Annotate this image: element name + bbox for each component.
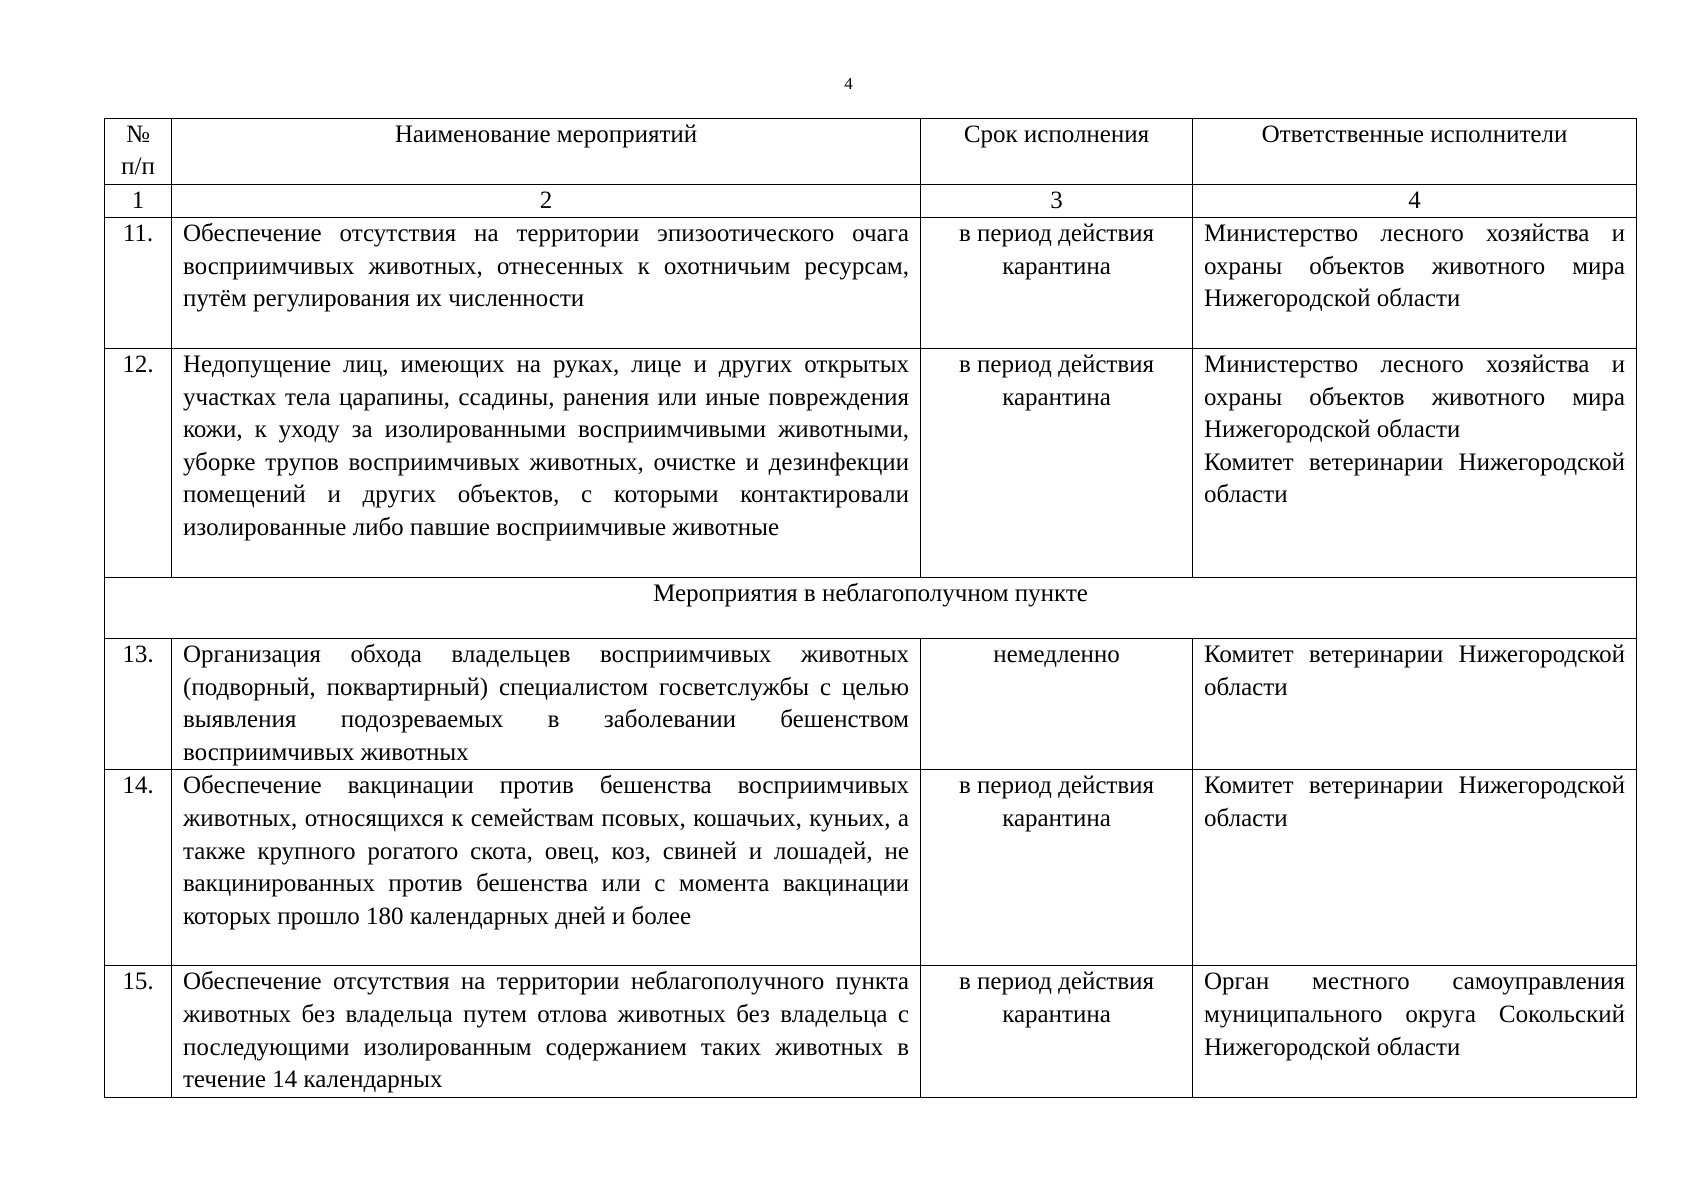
- section-row: [105, 578, 1637, 639]
- row-number: 11.: [105, 218, 172, 349]
- row-number: 14.: [105, 770, 172, 966]
- column-index: 3: [921, 185, 1193, 218]
- table-header-row: [105, 119, 1637, 185]
- measure-term: в период действия карантина: [921, 349, 1193, 578]
- header-number: № п/п: [105, 119, 172, 185]
- header-responsible: Ответственные исполнители: [1193, 119, 1637, 185]
- responsible-cell: [1193, 639, 1637, 770]
- responsible-party: Комитет ветеринарии Нижегородской области: [1204, 641, 1625, 701]
- header-measure-name: Наименование мероприятий: [172, 119, 921, 185]
- page-number: 4: [844, 74, 853, 93]
- row-number: 12.: [105, 349, 172, 578]
- measures-table: [104, 118, 1637, 1098]
- responsible-party: Министерство лесного хозяйства и охраны объектов животного мира Нижегородской области: [1204, 351, 1625, 444]
- table-row: [105, 770, 1637, 966]
- measure-term: в период действия карантина: [921, 218, 1193, 349]
- responsible-party: Министерство лесного хозяйства и охраны объектов животного мира Нижегородской области: [1204, 220, 1625, 313]
- responsible-cell: [1193, 349, 1637, 578]
- column-index: 4: [1193, 185, 1637, 218]
- responsible-party: Комитет ветеринарии Нижегородской области: [1204, 772, 1625, 832]
- column-index: 1: [105, 185, 172, 218]
- section-title: Мероприятия в неблагополучном пункте: [105, 578, 1637, 639]
- table-row: [105, 349, 1637, 578]
- responsible-party: Орган местного самоуправления муниципального округа Сокольский Нижегородской области: [1204, 968, 1625, 1061]
- measure-name: Обеспечение отсутствия на территории неблагополучного пункта животных без владельца путем отлова животных без владельца с последующими изолированным содержанием таких животных в течение 14 календарных: [172, 966, 921, 1097]
- measure-term: в период действия карантина: [921, 966, 1193, 1097]
- column-index-row: [105, 185, 1637, 218]
- measure-name: Обеспечение вакцинации против бешенства восприимчивых животных, относящихся к семействам псовых, кошачьих, куньих, а также крупного рогатого скота, овец, коз, свиней и лошадей, не вакцинированных против бешенства или с момента вакцинации которых прошло 180 календарных дней и более: [172, 770, 921, 966]
- responsible-cell: [1193, 966, 1637, 1097]
- measure-term: в период действия карантина: [921, 770, 1193, 966]
- measure-name: Недопущение лиц, имеющих на руках, лице и других открытых участках тела царапины, ссадины, ранения или иные повреждения кожи, к уходу за изолированными восприимчивыми животными, уборке трупов восприимчивых животных, очистке и дезинфекции помещений и других объектов, с которыми контактировали изолированные либо павшие восприимчивые животные: [172, 349, 921, 578]
- measure-term: немедленно: [921, 639, 1193, 770]
- measure-name: Обеспечение отсутствия на территории эпизоотического очага восприимчивых животных, отнесенных к охотничьим ресурсам, путём регулирования их численности: [172, 218, 921, 349]
- responsible-cell: [1193, 770, 1637, 966]
- measure-name: Организация обхода владельцев восприимчивых животных (подворный, поквартирный) специалистом госветслужбы с целью выявления подозреваемых в заболевании бешенством восприимчивых животных: [172, 639, 921, 770]
- header-term: Срок исполнения: [921, 119, 1193, 185]
- table-row: [105, 966, 1637, 1097]
- row-number: 15.: [105, 966, 172, 1097]
- responsible-party: Комитет ветеринарии Нижегородской области: [1204, 448, 1625, 509]
- table-row: [105, 218, 1637, 349]
- row-number: 13.: [105, 639, 172, 770]
- column-index: 2: [172, 185, 921, 218]
- table-row: [105, 639, 1637, 770]
- responsible-cell: [1193, 218, 1637, 349]
